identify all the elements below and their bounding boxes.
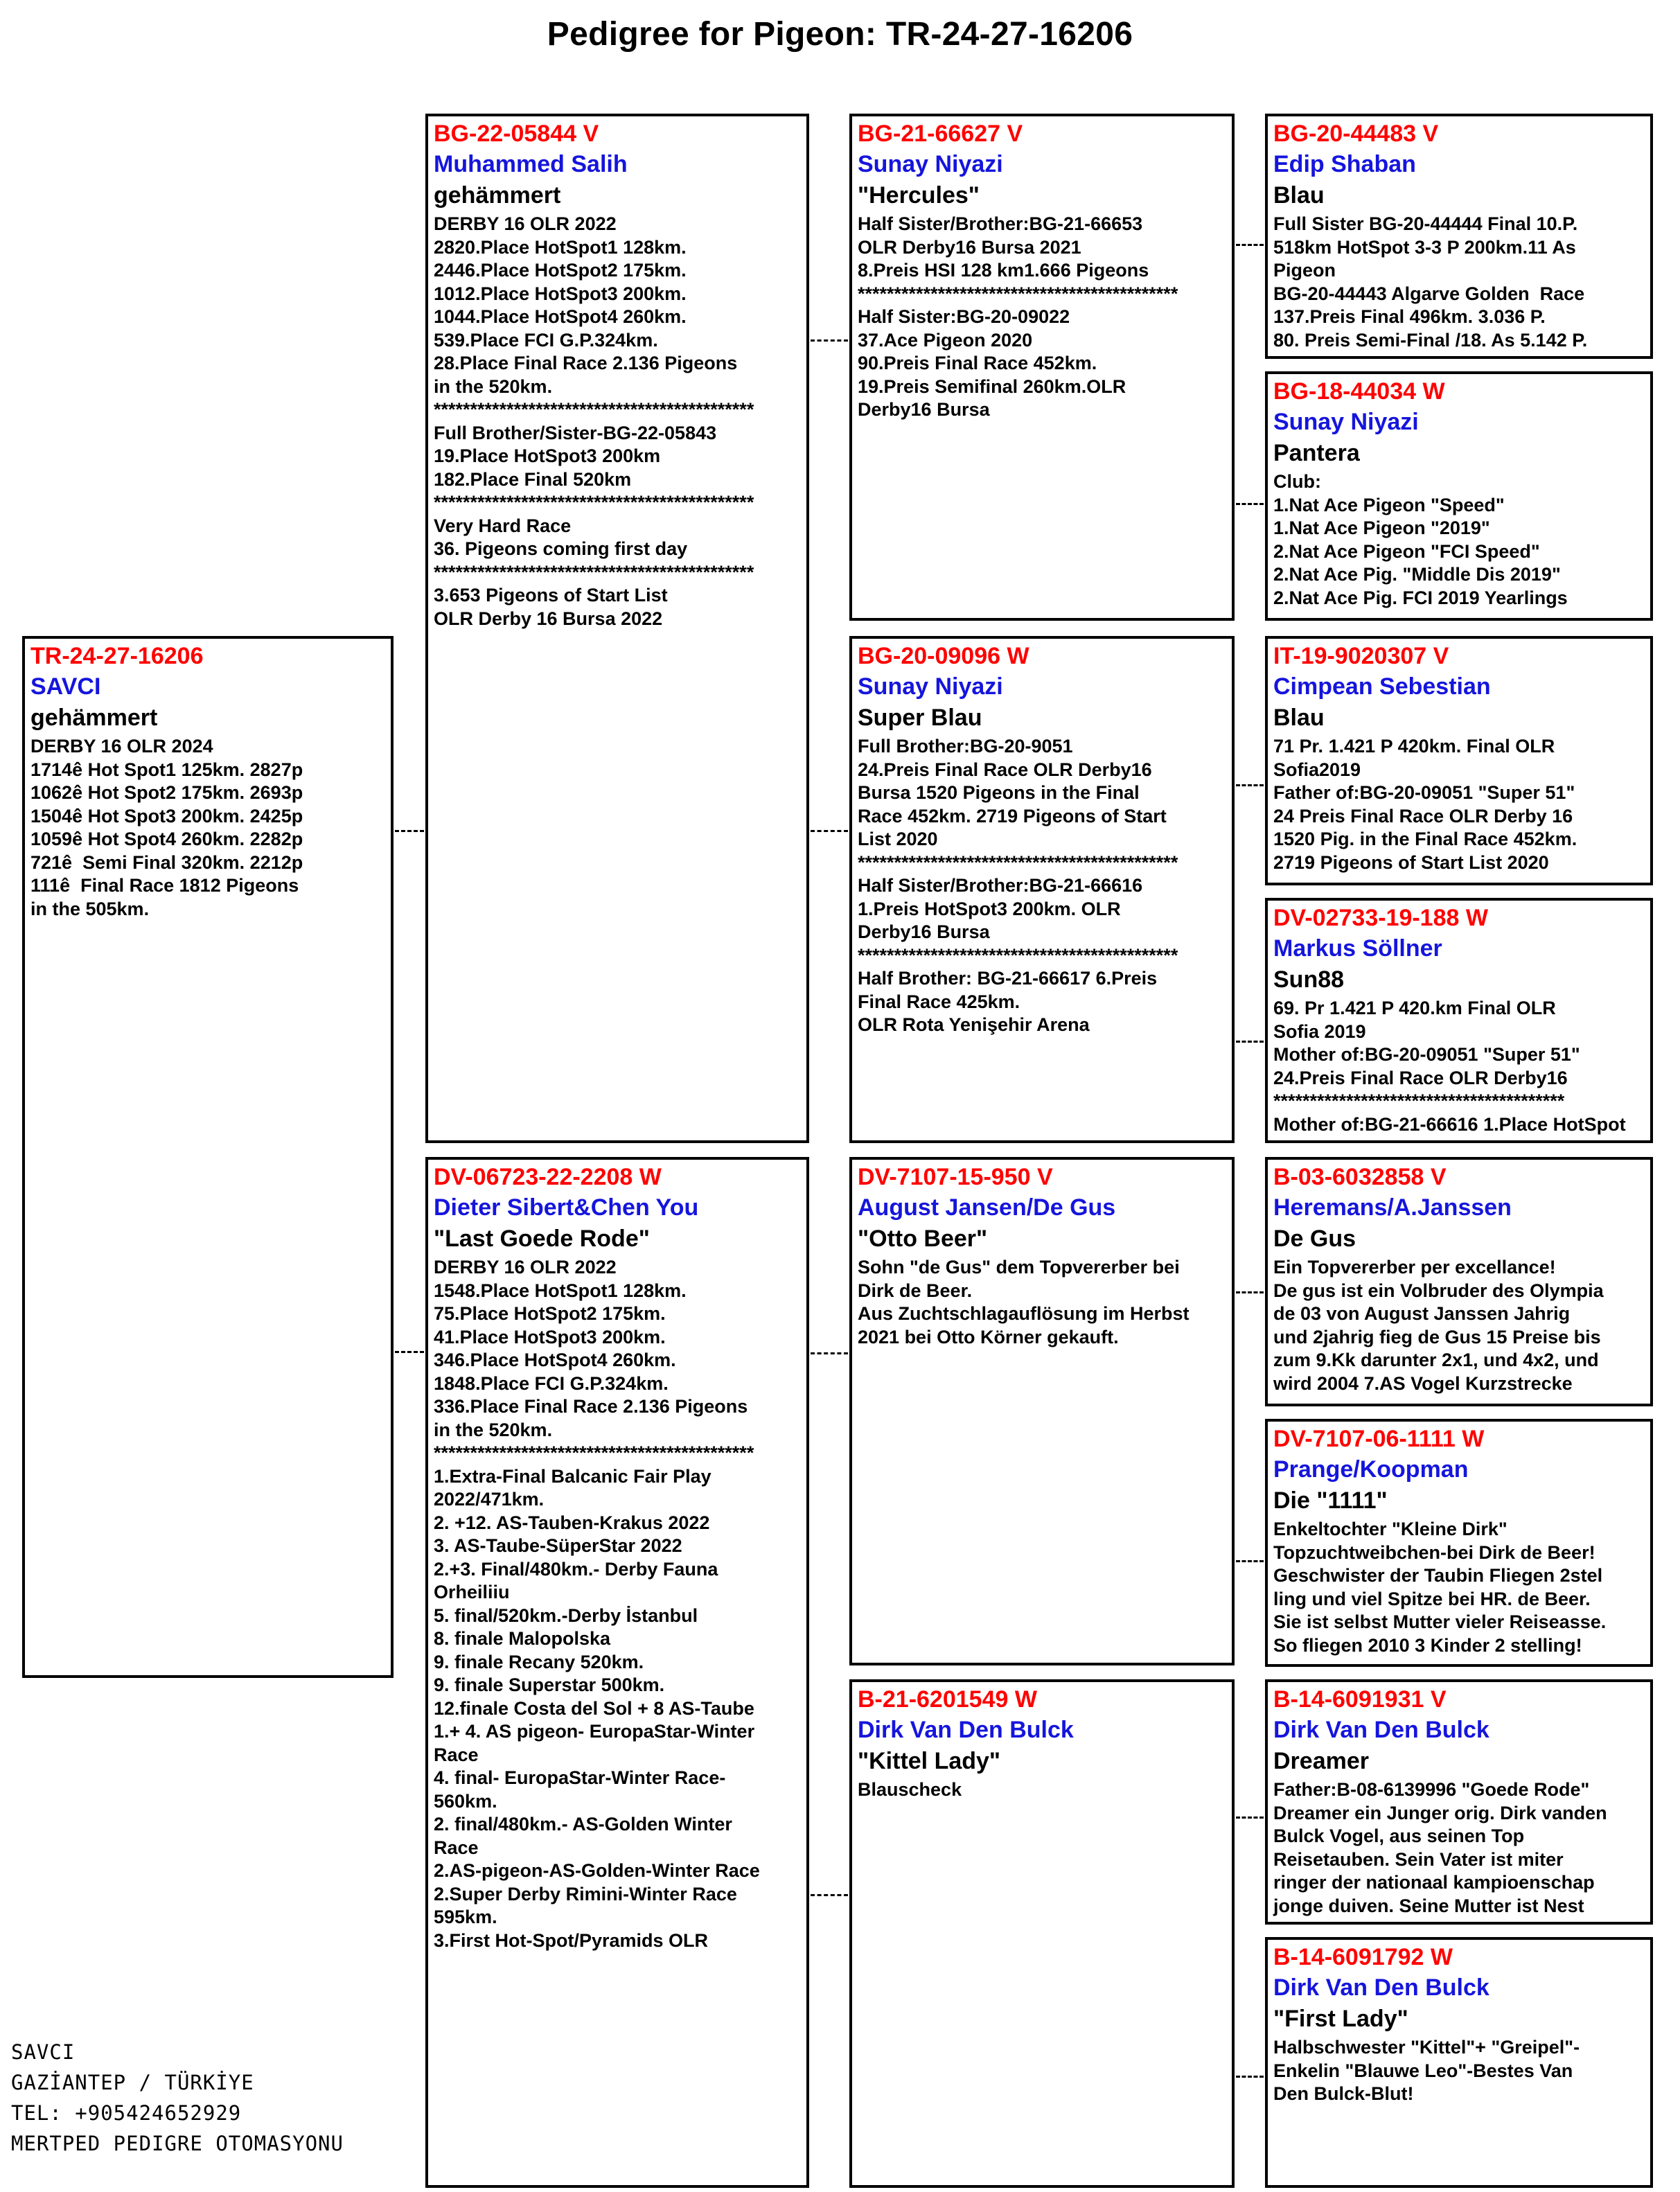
pedigree-notes — [858, 735, 1226, 1037]
connector-dam — [811, 1352, 848, 1354]
pigeon-card-sd-sire — [1265, 636, 1653, 885]
pigeon-card-dam-sire — [849, 1157, 1235, 1665]
note-line: Blauscheck — [858, 1779, 962, 1800]
note-line: de 03 von August Janssen Jahrig — [1273, 1303, 1571, 1324]
breeder-name: Markus Söllner — [1273, 935, 1442, 962]
note-line: Sie ist selbst Mutter vieler Reiseasse. — [1273, 1611, 1607, 1632]
note-line: Geschwister der Taubin Fliegen 2stel — [1273, 1565, 1603, 1586]
pigeon-name: Pantera — [1273, 440, 1360, 466]
footer-line: TEL: +905424652929 — [11, 2101, 242, 2125]
breeder-name: Sunay Niyazi — [858, 673, 1003, 700]
breeder-name: SAVCI — [30, 673, 101, 700]
note-line: 2719 Pigeons of Start List 2020 — [1273, 851, 1549, 873]
ring-number: BG-20-09096 W — [858, 643, 1029, 669]
breeder-name: Dirk Van Den Bulck — [858, 1717, 1074, 1743]
note-line: 9. finale Superstar 500km. — [434, 1674, 665, 1695]
note-line: 1059ê Hot Spot4 260km. 2282p — [30, 829, 303, 849]
note-line: 36. Pigeons coming first day — [434, 538, 688, 559]
note-line: Topzuchtweibchen-bei Dirk de Beer! — [1273, 1541, 1595, 1563]
note-line: Full Brother/Sister-BG-22-05843 — [434, 422, 717, 443]
note-line: OLR Rota Yenişehir Arena — [858, 1014, 1090, 1035]
pigeon-card-dd-dam — [1265, 1937, 1653, 2188]
note-line: 2.Nat Ace Pig. FCI 2019 Yearlings — [1273, 587, 1568, 608]
note-line: 2021 bei Otto Körner gekauft. — [858, 1326, 1119, 1347]
note-line: 346.Place HotSpot4 260km. — [434, 1350, 676, 1370]
note-line: De gus ist ein Volbruder des Olympia — [1273, 1280, 1604, 1301]
note-line: 2820.Place HotSpot1 128km. — [434, 236, 687, 258]
note-line: Father:B-08-6139996 "Goede Rode" — [1273, 1779, 1590, 1800]
note-line: ******************************************** — [858, 851, 1178, 873]
note-line: 75.Place HotSpot2 175km. — [434, 1303, 666, 1324]
pedigree-notes — [858, 213, 1226, 422]
note-line: 5. final/520km.-Derby İstanbul — [434, 1605, 698, 1626]
note-line: Bulck Vogel, aus seinen Top — [1273, 1826, 1525, 1846]
pedigree-notes — [1273, 213, 1645, 352]
note-line: 8. finale Malopolska — [434, 1628, 611, 1649]
note-line: List 2020 — [858, 829, 938, 849]
connector-gen4 — [1236, 1291, 1264, 1293]
pigeon-card-sire-sire — [849, 114, 1235, 621]
ring-number: DV-7107-15-950 V — [858, 1164, 1053, 1190]
note-line: 3. AS-Taube-SüperStar 2022 — [434, 1535, 682, 1556]
note-line: DERBY 16 OLR 2022 — [434, 1257, 617, 1278]
breeder-name: Sunay Niyazi — [1273, 409, 1419, 435]
ring-number: B-14-6091931 V — [1273, 1686, 1447, 1713]
pigeon-name: "First Lady" — [1273, 2006, 1408, 2032]
pigeon-card-dam — [425, 1157, 809, 2188]
connector-gen4 — [1236, 1041, 1264, 1043]
note-line: wird 2004 7.AS Vogel Kurzstrecke — [1273, 1372, 1573, 1394]
note-line: ******************************************** — [858, 944, 1178, 966]
note-line: Mother of:BG-20-09051 "Super 51" — [1273, 1044, 1580, 1065]
pigeon-name: gehämmert — [434, 182, 561, 209]
note-line: 539.Place FCI G.P.324km. — [434, 329, 658, 351]
breeder-name: Heremans/A.Janssen — [1273, 1194, 1512, 1221]
note-line: Father of:BG-20-09051 "Super 51" — [1273, 782, 1575, 803]
note-line: ******************************************** — [434, 492, 754, 513]
breeder-name: Sunay Niyazi — [858, 151, 1003, 177]
note-line: 19.Place HotSpot3 200km — [434, 445, 661, 466]
pedigree-notes — [858, 1778, 1226, 1802]
breeder-name: Muhammed Salih — [434, 151, 628, 177]
note-line: Enkeltochter "Kleine Dirk" — [1273, 1519, 1507, 1539]
note-line: Dirk de Beer. — [858, 1280, 973, 1301]
breeder-name: Cimpean Sebestian — [1273, 673, 1491, 700]
note-line: Race 452km. 2719 Pigeons of Start — [858, 805, 1167, 827]
pigeon-card-dam-dam — [849, 1679, 1235, 2188]
note-line: 1044.Place HotSpot4 260km. — [434, 306, 687, 327]
breeder-name: Dirk Van Den Bulck — [1273, 1974, 1489, 2001]
note-line: 1504ê Hot Spot3 200km. 2425p — [30, 805, 303, 827]
note-line: BG-20-44443 Algarve Golden Race — [1273, 283, 1585, 304]
note-line: ******************************************** — [434, 561, 754, 583]
note-line: 1848.Place FCI G.P.324km. — [434, 1372, 669, 1394]
breeder-name: Dieter Sibert&Chen You — [434, 1194, 699, 1221]
note-line: 2446.Place HotSpot2 175km. — [434, 260, 687, 281]
note-line: OLR Derby 16 Bursa 2022 — [434, 608, 663, 629]
note-line: 2.Super Derby Rimini-Winter Race — [434, 1883, 737, 1904]
note-line: Ein Topvererber per excellance! — [1273, 1257, 1556, 1278]
note-line: **************************************** — [1273, 1090, 1565, 1111]
pigeon-name: Super Blau — [858, 705, 982, 731]
note-line: 560km. — [434, 1790, 497, 1812]
note-line: 2.AS-pigeon-AS-Golden-Winter Race — [434, 1860, 760, 1881]
note-line: Pigeon — [1273, 260, 1336, 281]
pigeon-card-sire-dam — [849, 636, 1235, 1143]
note-line: Sohn "de Gus" dem Topvererber bei — [858, 1257, 1180, 1278]
breeder-name: Edip Shaban — [1273, 151, 1416, 177]
pedigree-notes — [1273, 2036, 1645, 2106]
pigeon-name: "Otto Beer" — [858, 1226, 988, 1252]
pedigree-notes — [30, 735, 385, 921]
note-line: 518km HotSpot 3-3 P 200km.11 As — [1273, 236, 1576, 258]
ring-number: B-14-6091792 W — [1273, 1944, 1453, 1970]
pedigree-notes — [1273, 1256, 1645, 1395]
note-line: 1520 Pig. in the Final Race 452km. — [1273, 829, 1577, 849]
ring-number: BG-18-44034 W — [1273, 378, 1445, 405]
note-line: Enkelin "Blauwe Leo"-Bestes Van — [1273, 2060, 1573, 2081]
page-title: Pedigree for Pigeon: TR-24-27-16206 — [547, 16, 1133, 53]
note-line: 80. Preis Semi-Final /18. As 5.142 P. — [1273, 329, 1588, 351]
ring-number: DV-02733-19-188 W — [1273, 905, 1488, 931]
pigeon-name: "Hercules" — [858, 182, 980, 209]
pigeon-name: gehämmert — [30, 705, 158, 731]
connector-subject — [395, 830, 424, 832]
note-line: 24 Preis Final Race OLR Derby 16 — [1273, 805, 1573, 827]
pedigree-notes — [434, 1256, 801, 1952]
breeder-contact-footer — [11, 2037, 344, 2159]
note-line: 9. finale Recany 520km. — [434, 1651, 644, 1672]
note-line: 2.Nat Ace Pig. "Middle Dis 2019" — [1273, 564, 1561, 585]
ring-number: B-03-6032858 V — [1273, 1164, 1447, 1190]
ring-number: BG-21-66627 V — [858, 121, 1023, 147]
pigeon-card-ss-dam — [1265, 371, 1653, 621]
note-line: Sofia2019 — [1273, 759, 1361, 780]
note-line: Full Sister BG-20-44444 Final 10.P. — [1273, 213, 1578, 234]
pigeon-name: Die "1111" — [1273, 1487, 1388, 1514]
note-line: Race — [434, 1837, 479, 1858]
note-line: 8.Preis HSI 128 km1.666 Pigeons — [858, 260, 1149, 281]
note-line: ******************************************** — [434, 1442, 754, 1463]
note-line: 3.653 Pigeons of Start List — [434, 585, 668, 606]
pedigree-notes — [858, 1256, 1226, 1349]
ring-number: DV-7107-06-1111 W — [1273, 1426, 1485, 1452]
note-line: Half Sister:BG-20-09022 — [858, 306, 1070, 327]
note-line: Bursa 1520 Pigeons in the Final — [858, 782, 1140, 803]
note-line: 137.Preis Final 496km. 3.036 P. — [1273, 306, 1546, 327]
connector-sire — [811, 339, 848, 342]
pedigree-notes — [1273, 1778, 1645, 1918]
note-line: 90.Preis Final Race 452km. — [858, 353, 1097, 373]
breeder-name: Prange/Koopman — [1273, 1456, 1469, 1483]
note-line: 71 Pr. 1.421 P 420km. Final OLR — [1273, 736, 1555, 757]
note-line: Derby16 Bursa — [858, 921, 990, 942]
note-line: 1.Preis HotSpot3 200km. OLR — [858, 898, 1121, 919]
pigeon-name: "Kittel Lady" — [858, 1748, 1001, 1774]
note-line: 2.Nat Ace Pigeon "FCI Speed" — [1273, 540, 1540, 562]
note-line: So fliegen 2010 3 Kinder 2 stelling! — [1273, 1634, 1582, 1656]
note-line: Mother of:BG-21-66616 1.Place HotSpot — [1273, 1113, 1626, 1135]
pedigree-notes — [434, 213, 801, 630]
note-line: Derby16 Bursa — [858, 399, 990, 420]
note-line: und 2jahrig fieg de Gus 15 Preise bis — [1273, 1326, 1601, 1347]
note-line: 28.Place Final Race 2.136 Pigeons — [434, 353, 738, 373]
ring-number: DV-06723-22-2208 W — [434, 1164, 662, 1190]
note-line: jonge duiven. Seine Mutter ist Nest — [1273, 1895, 1584, 1916]
note-line: Halbschwester "Kittel"+ "Greipel"- — [1273, 2037, 1580, 2058]
note-line: 3.First Hot-Spot/Pyramids OLR — [434, 1929, 709, 1951]
note-line: 1062ê Hot Spot2 175km. 2693p — [30, 782, 303, 803]
note-line: Race — [434, 1744, 479, 1765]
note-line: Dreamer ein Junger orig. Dirk vanden — [1273, 1802, 1607, 1823]
note-line: in the 505km. — [30, 898, 150, 919]
connector-gen4 — [1236, 1817, 1264, 1819]
footer-line: GAZİANTEP / TÜRKİYE — [11, 2071, 254, 2094]
pigeon-card-dd-sire — [1265, 1679, 1653, 1925]
pigeon-name: "Last Goede Rode" — [434, 1226, 650, 1252]
note-line: 19.Preis Semifinal 260km.OLR — [858, 375, 1126, 397]
connector-gen4 — [1236, 503, 1264, 505]
connector-dam — [395, 1351, 424, 1353]
pedigree-notes — [1273, 470, 1645, 610]
note-line: 1.Extra-Final Balcanic Fair Play — [434, 1465, 711, 1487]
pedigree-notes — [1273, 735, 1645, 874]
pigeon-name: Sun88 — [1273, 966, 1345, 993]
pedigree-notes — [1273, 997, 1645, 1136]
note-line: DERBY 16 OLR 2024 — [30, 736, 213, 757]
connector-gen4 — [1236, 244, 1264, 246]
note-line: 1714ê Hot Spot1 125km. 2827p — [30, 759, 303, 780]
note-line: zum 9.Kk darunter 2x1, und 4x2, und — [1273, 1350, 1599, 1370]
note-line: 1012.Place HotSpot3 200km. — [434, 283, 687, 304]
note-line: Very Hard Race — [434, 515, 572, 536]
note-line: 182.Place Final 520km — [434, 468, 632, 490]
note-line: 1.Nat Ace Pigeon "Speed" — [1273, 494, 1505, 515]
ring-number: BG-22-05844 V — [434, 121, 599, 147]
pigeon-name: Blau — [1273, 705, 1325, 731]
note-line: 336.Place Final Race 2.136 Pigeons — [434, 1396, 748, 1417]
note-line: DERBY 16 OLR 2022 — [434, 213, 617, 234]
pigeon-card-ds-sire — [1265, 1157, 1653, 1406]
note-line: 2.+3. Final/480km.- Derby Fauna — [434, 1558, 718, 1580]
note-line: Sofia 2019 — [1273, 1020, 1366, 1042]
connector-gen4 — [1236, 2076, 1264, 2078]
note-line: 721ê Semi Final 320km. 2212p — [30, 851, 303, 873]
pigeon-card-subject — [22, 636, 394, 1678]
note-line: ******************************************** — [858, 283, 1178, 304]
note-line: Final Race 425km. — [858, 991, 1020, 1012]
breeder-name: Dirk Van Den Bulck — [1273, 1717, 1489, 1743]
connector-dam — [811, 1894, 848, 1896]
note-line: OLR Derby16 Bursa 2021 — [858, 236, 1081, 258]
note-line: Aus Zuchtschlagauflösung im Herbst — [858, 1303, 1190, 1324]
note-line: 41.Place HotSpot3 200km. — [434, 1326, 666, 1347]
pigeon-card-ss-sire — [1265, 114, 1653, 359]
footer-line: SAVCI — [11, 2040, 76, 2064]
ring-number: IT-19-9020307 V — [1273, 643, 1449, 669]
note-line: Reisetauben. Sein Vater ist miter — [1273, 1848, 1564, 1870]
pigeon-card-sd-dam — [1265, 898, 1653, 1143]
note-line: Full Brother:BG-20-9051 — [858, 736, 1073, 757]
note-line: 37.Ace Pigeon 2020 — [858, 329, 1033, 351]
note-line: ringer der nationaal kampioenschap — [1273, 1872, 1595, 1893]
pigeon-name: Blau — [1273, 182, 1325, 209]
note-line: 1548.Place HotSpot1 128km. — [434, 1280, 687, 1301]
connector-sire — [811, 830, 848, 832]
connector-gen4 — [1236, 784, 1264, 786]
note-line: 1.Nat Ace Pigeon "2019" — [1273, 518, 1490, 538]
pigeon-card-ds-dam — [1265, 1419, 1653, 1667]
note-line: 595km. — [434, 1907, 497, 1927]
note-line: Half Sister/Brother:BG-21-66653 — [858, 213, 1143, 234]
breeder-name: August Jansen/De Gus — [858, 1194, 1116, 1221]
note-line: 24.Preis Final Race OLR Derby16 — [858, 759, 1152, 780]
footer-line: MERTPED PEDIGRE OTOMASYONU — [11, 2132, 344, 2155]
note-line: ******************************************** — [434, 399, 754, 420]
note-line: 111ê Final Race 1812 Pigeons — [30, 875, 299, 896]
connector-gen4 — [1236, 1560, 1264, 1562]
note-line: 1.+ 4. AS pigeon- EuropaStar-Winter — [434, 1721, 755, 1742]
note-line: 69. Pr 1.421 P 420.km Final OLR — [1273, 998, 1556, 1018]
note-line: 4. final- EuropaStar-Winter Race- — [434, 1767, 726, 1788]
note-line: Half Sister/Brother:BG-21-66616 — [858, 875, 1143, 896]
ring-number: TR-24-27-16206 — [30, 643, 204, 669]
note-line: Den Bulck-Blut! — [1273, 2083, 1414, 2104]
note-line: 2. final/480km.- AS-Golden Winter — [434, 1814, 732, 1835]
pedigree-notes — [1273, 1518, 1645, 1657]
note-line: in the 520km. — [434, 1419, 553, 1440]
ring-number: B-21-6201549 W — [858, 1686, 1037, 1713]
note-line: Club: — [1273, 471, 1321, 492]
note-line: 2022/471km. — [434, 1489, 545, 1510]
pigeon-name: De Gus — [1273, 1226, 1356, 1252]
note-line: Half Brother: BG-21-66617 6.Preis — [858, 968, 1158, 989]
note-line: Orheiliiu — [434, 1582, 510, 1602]
note-line: 12.finale Costa del Sol + 8 AS-Taube — [434, 1697, 754, 1719]
pigeon-name: Dreamer — [1273, 1748, 1369, 1774]
pigeon-card-sire — [425, 114, 809, 1143]
note-line: in the 520km. — [434, 375, 553, 397]
note-line: 24.Preis Final Race OLR Derby16 — [1273, 1067, 1568, 1088]
ring-number: BG-20-44483 V — [1273, 121, 1439, 147]
note-line: 2. +12. AS-Tauben-Krakus 2022 — [434, 1512, 710, 1533]
note-line: ling und viel Spitze bei HR. de Beer. — [1273, 1588, 1591, 1609]
